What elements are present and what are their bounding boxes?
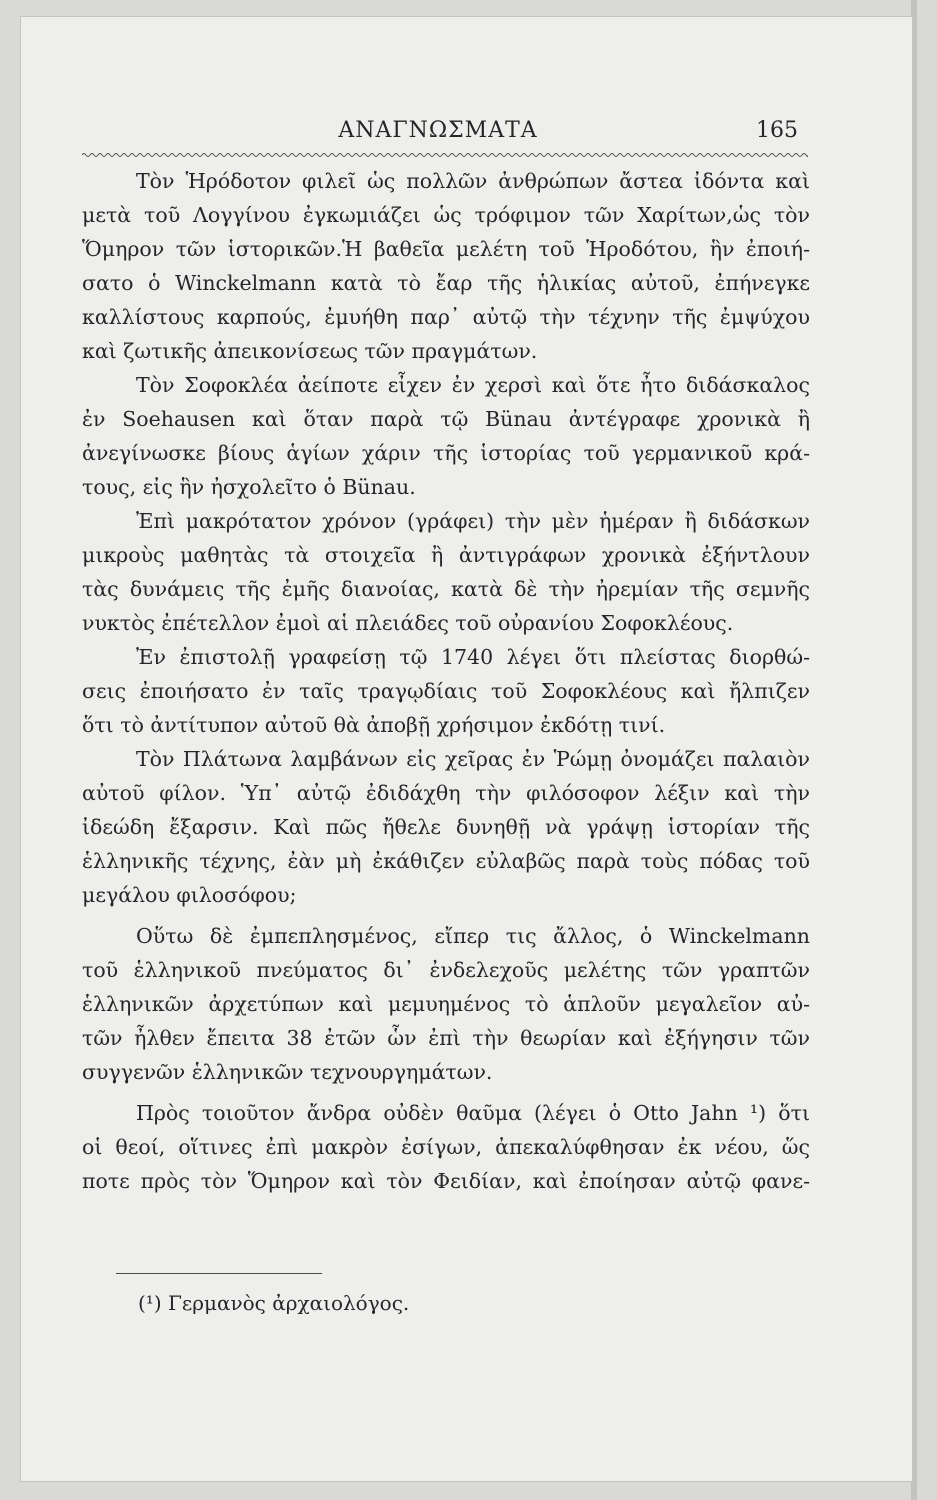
footnote-rule — [116, 1273, 322, 1274]
text-line: Τὸν Ἡρόδοτον φιλεῖ ὡς πολλῶν ἀνθρώπων ἄστεα ἰδόντα καὶ — [136, 169, 810, 193]
text-line: τοῦ ἑλληνικοῦ πνεύματος δι᾽ ἐνδελεχοῦς μελέτης τῶν γραπτῶν — [82, 958, 810, 982]
page-number: 165 — [756, 118, 798, 143]
text-line: ὅτι τὸ ἀντίτυπον αὐτοῦ θὰ ἀποβῇ χρήσιμον ἐκδότῃ τινί. — [82, 713, 666, 737]
text-line: μετὰ τοῦ Λογγίνου ἐγκωμιάζει ὡς τρόφιμον τῶν Χαρίτων,ὡς τὸν — [82, 203, 810, 227]
text-line: αὐτοῦ φίλον. Ὑπ᾽ αὐτῷ ἐδιδάχθη τὴν φιλόσοφον λέξιν καὶ τὴν — [82, 781, 810, 805]
text-line: Τὸν Σοφοκλέα ἀείποτε εἶχεν ἐν χερσὶ καὶ ὅτε ἦτο διδάσκαλος — [136, 373, 810, 397]
text-line: σεις ἐποιήσατο ἐν ταῖς τραγῳδίαις τοῦ Σοφοκλέους καὶ ἤλπιζεν — [82, 679, 810, 703]
text-line: οἱ θεοί, οἵτινες ἐπὶ μακρὸν ἐσίγων, ἀπεκαλύφθησαν ἐκ νέου, ὥς — [82, 1135, 810, 1159]
footnote: (¹) Γερμανὸς ἀρχαιολόγος. — [138, 1291, 410, 1315]
text-line: ἐν Soehausen καὶ ὅταν παρὰ τῷ Bünau ἀντέγραφε χρονικὰ ἢ — [82, 407, 810, 431]
text-line: Ἐπὶ μακρότατον χρόνον (γράφει) τὴν μὲν ἡμέραν ἢ διδάσκων — [136, 509, 810, 533]
wavy-head-rule — [82, 152, 808, 158]
paragraph-gap — [82, 1089, 810, 1096]
text-line: ἀνεγίνωσκε βίους ἁγίων χάριν τῆς ἱστορίας τοῦ γερμανικοῦ κρά- — [82, 441, 810, 465]
text-line: καλλίστους καρπούς, ἐμυήθη παρ᾽ αὐτῷ τὴν τέχνην τῆς ἐμψύχου — [82, 305, 810, 329]
text-line: συγγενῶν ἑλληνικῶν τεχνουργημάτων. — [82, 1060, 493, 1084]
text-line: ἰδεώδη ἔξαρσιν. Καὶ πῶς ἤθελε δυνηθῇ νὰ γράψῃ ἱστορίαν τῆς — [82, 815, 810, 839]
text-line: τῶν ἦλθεν ἔπειτα 38 ἐτῶν ὧν ἐπὶ τὴν θεωρίαν καὶ ἐξήγησιν τῶν — [82, 1026, 810, 1050]
body-text — [82, 164, 810, 1198]
text-line: τους, εἰς ἣν ἠσχολεῖτο ὁ Bünau. — [82, 475, 416, 499]
running-head-title: ΑΝΑΓΝΩΣΜΑΤΑ — [338, 118, 538, 143]
text-line: ἑλληνικῶν ἀρχετύπων καὶ μεμυημένος τὸ ἁπλοῦν μεγαλεῖον αὐ- — [82, 992, 810, 1016]
text-line: μικροὺς μαθητὰς τὰ στοιχεῖα ἢ ἀντιγράφων χρονικὰ ἐξήντλουν — [82, 543, 810, 567]
text-line: σατο ὁ Winckelmann κατὰ τὸ ἔαρ τῆς ἡλικίας αὐτοῦ, ἐπήνεγκε — [82, 271, 810, 295]
running-head — [78, 108, 798, 148]
text-line: καὶ ζωτικῆς ἀπεικονίσεως τῶν πραγμάτων. — [82, 339, 538, 363]
text-line: Ὅμηρον τῶν ἱστορικῶν.Ἡ βαθεῖα μελέτη τοῦ Ἡροδότου, ἣν ἐποιή- — [82, 237, 810, 261]
text-line: ἑλληνικῆς τέχνης, ἐὰν μὴ ἐκάθιζεν εὐλαβῶς παρὰ τοὺς πόδας τοῦ — [82, 849, 810, 873]
text-line: Τὸν Πλάτωνα λαμβάνων εἰς χεῖρας ἐν Ῥώμῃ ὀνομάζει παλαιὸν — [136, 747, 810, 771]
text-line: ποτε πρὸς τὸν Ὅμηρον καὶ τὸν Φειδίαν, καὶ ἐποίησαν αὐτῷ φανε- — [82, 1169, 810, 1193]
text-line: Πρὸς τοιοῦτον ἄνδρα οὐδὲν θαῦμα (λέγει ὁ Otto Jahn ¹) ὅτι — [136, 1101, 810, 1125]
book-page — [20, 16, 913, 1482]
text-line: Οὕτω δὲ ἐμπεπλησμένος, εἴπερ τις ἄλλος, ὁ Winckelmann — [136, 924, 810, 948]
paragraph-gap — [82, 912, 810, 919]
text-line: τὰς δυνάμεις τῆς ἐμῆς διανοίας, κατὰ δὲ τὴν ἠρεμίαν τῆς σεμνῆς — [82, 577, 810, 601]
text-line: μεγάλου φιλοσόφου; — [82, 883, 297, 907]
text-line: νυκτὸς ἐπέτελλον ἐμοὶ αἱ πλειάδες τοῦ οὐρανίου Σοφοκλέους. — [82, 611, 734, 635]
text-line: Ἐν ἐπιστολῇ γραφείσῃ τῷ 1740 λέγει ὅτι πλείστας διορθώ- — [136, 645, 810, 669]
